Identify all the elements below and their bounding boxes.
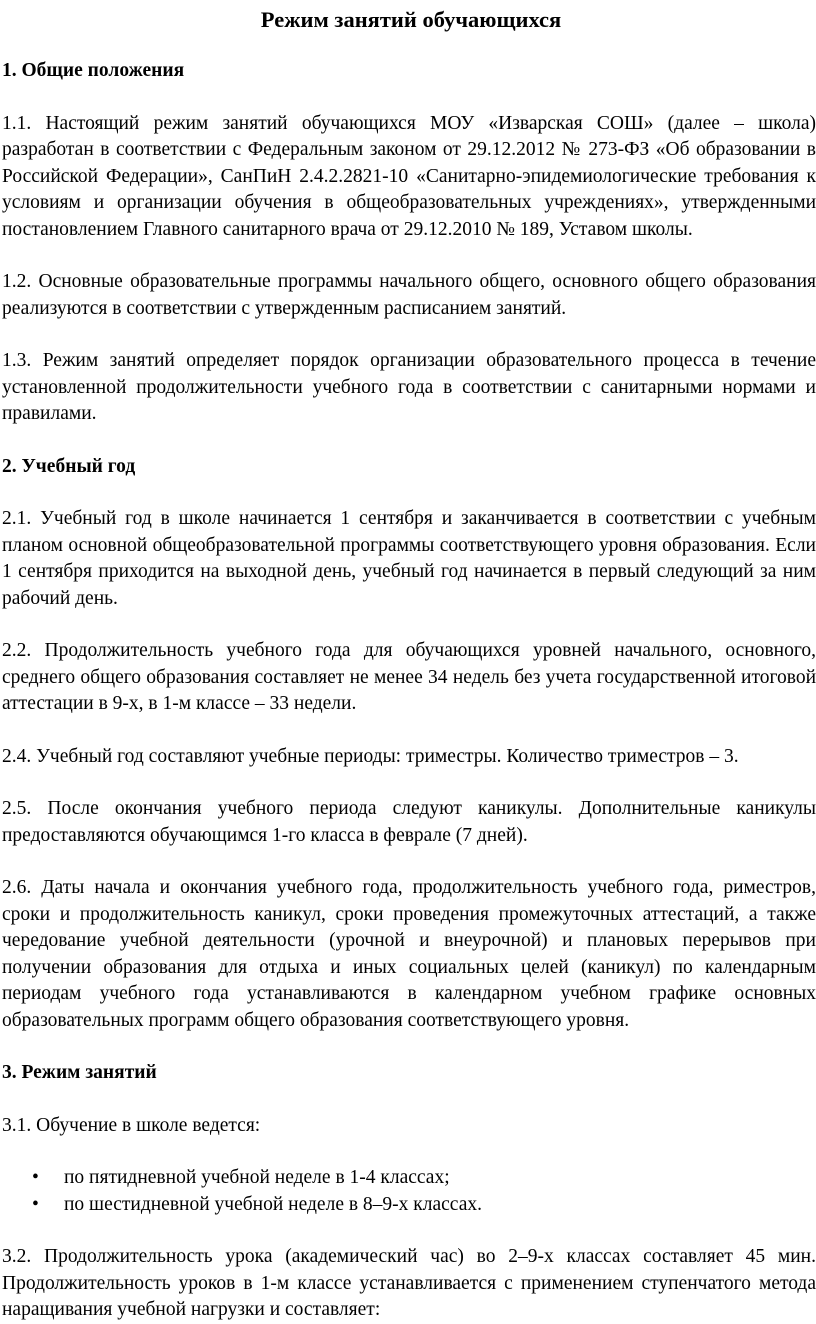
section-general-provisions	[2, 58, 816, 428]
paragraph-2-4: 2.4. Учебный год составляют учебные периоды: триместры. Количество триместров – 3.	[2, 745, 739, 767]
paragraph-2-2: 2.2. Продолжительность учебного года для обучающихся уровней начального, основного, среднего общего образования составляет не менее 34 недель без учета государственной итоговой аттестации в 9-х, в 1-м классе – 33 недели.	[2, 640, 816, 714]
list-item-text: по шестидневной учебной неделе в 8–9-х классах.	[64, 1193, 482, 1215]
paragraph-3-1: 3.1. Обучение в школе ведется:	[2, 1114, 261, 1136]
section-class-schedule	[2, 1060, 816, 1324]
paragraph-2-5: 2.5. После окончания учебного периода следуют каникулы. Дополнительные каникулы предоставляются обучающимся 1-го класса в феврале (7 дней).	[2, 798, 816, 846]
paragraph-3-2: 3.2. Продолжительность урока (академический час) во 2–9-х классах составляет 45 мин. Продолжительность уроков в 1-м классе устанавливается с применением ступенчатого метода наращивания учебной нагрузки и составляет:	[2, 1246, 816, 1320]
paragraph-1-2: 1.2. Основные образовательные программы начального общего, основного общего образования реализуются в соответствии с утвержденным расписанием занятий.	[2, 271, 816, 319]
document-title: Режим занятий обучающихся	[260, 7, 562, 32]
section-heading: 1. Общие положения	[2, 60, 185, 81]
list-item	[2, 1192, 816, 1219]
bullet-icon: •	[32, 1167, 39, 1188]
list-item	[2, 1165, 816, 1192]
section-heading: 2. Учебный год	[2, 455, 136, 477]
document-content	[0, 58, 816, 1324]
section-school-year	[2, 454, 816, 1035]
section-heading: 3. Режим занятий	[2, 1062, 157, 1083]
bullet-list	[2, 1165, 816, 1218]
paragraph-2-6: 2.6. Даты начала и окончания учебного года, продолжительность учебного года, риместров, сроки и продолжительность каникул, сроки проведения промежуточных аттестаций, а также чередование учебной деятельности (урочной и внеурочной) и плановых перерывов при получении образования для отдыха и иных социальных целей (каникул) по календарным периодам учебного года устанавливаются в календарном учебном графике основных образовательных программ общего образования соответствующего уровня.	[2, 877, 816, 1031]
list-item-text: по пятидневной учебной неделе в 1-4 классах;	[64, 1167, 450, 1188]
paragraph-1-3: 1.3. Режим занятий определяет порядок организации образовательного процесса в течение установленной продолжительности учебного года в соответствии с санитарными нормами и правилами.	[2, 350, 816, 424]
bullet-icon: •	[32, 1193, 39, 1215]
paragraph-1-1: 1.1. Настоящий режим занятий обучающихся МОУ «Изварская СОШ» (далее – школа) разработан в соответствии с Федеральным законом от 29.12.2012 № 273-ФЗ «Об образовании в Российской Федерации», СанПиН 2.4.2.2821-10 «Санитарно-эпидемиологические требования к условиям и организации обучения в общеобразовательных учреждениях», утвержденными постановлением Главного санитарного врача от 29.12.2010 № 189, Уставом школы.	[2, 112, 816, 240]
paragraph-2-1: 2.1. Учебный год в школе начинается 1 сентября и заканчивается в соответствии с учебным планом основной общеобразовательной программы соответствующего уровня образования. Если 1 сентября приходится на выходной день, учебный год начинается в первый следующий за ним рабочий день.	[2, 508, 816, 609]
